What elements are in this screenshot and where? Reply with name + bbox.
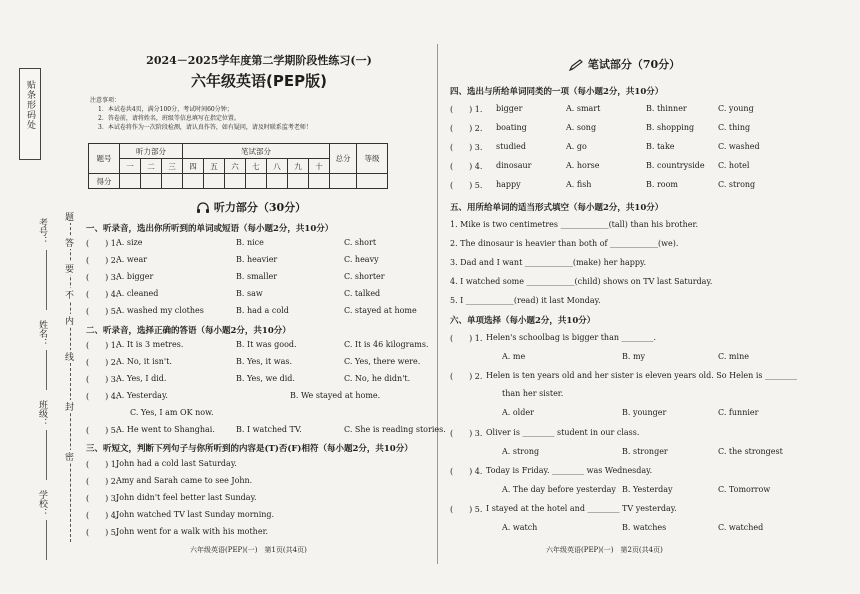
paper-title: 2024－2025学年度第二学期阶段性练习(一): [146, 54, 372, 67]
option-b: B. heavier: [236, 255, 278, 264]
option-a: A. horse: [566, 161, 600, 170]
exam-number-label: 考号：: [37, 218, 47, 245]
answer-blank[interactable]: ( ) 4.: [86, 392, 119, 401]
barcode-label: 贴条形码处: [25, 80, 35, 130]
option-b[interactable]: B. stronger: [622, 447, 668, 456]
option-c: C. hotel: [718, 161, 750, 170]
answer-blank[interactable]: ( ) 2.: [450, 124, 483, 133]
option-c: C. No, he didn't.: [344, 374, 411, 383]
option-c: C. washed: [718, 142, 760, 151]
given-word: boating: [496, 123, 527, 132]
option-c: C. shorter: [344, 272, 385, 281]
note-item: 3．本试卷将作为一次阶段检测，请认真作答，如有疑问，请及时联系监考老师！: [98, 124, 312, 131]
option-b: B. shopping: [646, 123, 695, 132]
option-b: B. countryside: [646, 161, 705, 170]
option-c[interactable]: C. mine: [718, 352, 749, 361]
option-a: A. smart: [566, 104, 601, 113]
option-c: C. thing: [718, 123, 751, 132]
fill-in-sentence[interactable]: 3. Dad and I want ____________(make) her happy.: [450, 258, 646, 267]
score-cell[interactable]: [267, 174, 288, 189]
seal-char: 线: [65, 350, 74, 363]
school-label: 学校：: [37, 490, 47, 517]
option-a: A. song: [566, 123, 597, 132]
school-line: [46, 520, 47, 560]
note-item: 2．答卷前，请将姓名，班级等信息填写在指定位置。: [98, 115, 240, 122]
option-c: C. young: [718, 104, 754, 113]
score-col: 九: [288, 159, 309, 174]
fill-in-sentence[interactable]: 1. Mike is two centimetres ____________(tall) than his brother.: [450, 220, 698, 229]
option-a: A. Yesterday.: [116, 391, 168, 400]
answer-blank[interactable]: ( ) 3.: [450, 143, 483, 152]
score-col: 六: [225, 159, 246, 174]
option-a: A. fish: [566, 180, 592, 189]
answer-blank[interactable]: ( ) 4.: [86, 290, 119, 299]
seal-char: 答: [65, 236, 74, 249]
option-b[interactable]: B. Yesterday: [622, 485, 673, 494]
statement-text: Amy and Sarah came to see John.: [116, 476, 253, 485]
page-2: [450, 0, 810, 594]
score-table: [88, 143, 388, 189]
option-c: C. It is 46 kilograms.: [344, 340, 429, 349]
score-cell[interactable]: [141, 174, 162, 189]
question-text-cont: than her sister.: [502, 389, 564, 398]
class-label: 班级：: [37, 400, 47, 427]
section-2-heading: 二、听录音，选择正确的答语（每小题2分，共10分）: [86, 326, 291, 336]
written-part-title: [568, 56, 680, 72]
score-row-label: 题号: [89, 144, 120, 174]
score-col: 五: [204, 159, 225, 174]
name-line: [46, 350, 47, 390]
option-a[interactable]: A. older: [502, 408, 534, 417]
score-group-write: 笔试部分: [183, 144, 330, 159]
note-item: 1．本试卷共4页，满分100分，考试时间60分钟；: [98, 106, 233, 113]
option-b: B. take: [646, 142, 675, 151]
section-4-heading: 四、选出与所给单词同类的一项（每小题2分，共10分）: [450, 87, 664, 97]
seal-char: 不: [65, 288, 74, 301]
option-b: B. smaller: [236, 272, 278, 281]
option-a: A. It is 3 metres.: [116, 340, 184, 349]
statement-text: John went for a walk with his mother.: [116, 527, 269, 536]
name-label: 姓名：: [37, 320, 47, 347]
listening-part-title: [196, 199, 306, 215]
answer-blank[interactable]: ( ) 1.: [450, 105, 483, 114]
seal-char: 密: [65, 450, 74, 463]
score-col: 八: [267, 159, 288, 174]
answer-blank[interactable]: ( ) 5.: [86, 307, 119, 316]
section-5-heading: 五、用所给单词的适当形式填空（每小题2分，共10分）: [450, 203, 664, 213]
score-col: 七: [246, 159, 267, 174]
option-a[interactable]: A. me: [502, 352, 526, 361]
score-cell[interactable]: [120, 174, 141, 189]
answer-blank[interactable]: ( ) 5.: [450, 505, 483, 514]
statement-text: John watched TV last Sunday morning.: [116, 510, 275, 519]
given-word: happy: [496, 180, 521, 189]
given-word: bigger: [496, 104, 523, 113]
section-1-heading: 一、听录音，选出你所听到的单词或短语（每小题2分，共10分）: [86, 224, 334, 234]
page-fold-line: [437, 44, 438, 564]
answer-blank[interactable]: ( ) 3.: [450, 429, 483, 438]
notes-title: 注意事项：: [90, 97, 121, 104]
option-b[interactable]: B. younger: [622, 408, 667, 417]
score-cell[interactable]: [225, 174, 246, 189]
question-text: Helen is ten years old and her sister is eleven years old. So Helen is ________: [486, 371, 798, 380]
score-grade-header: 等级: [357, 144, 388, 174]
written-part-label: 笔试部分（70分）: [587, 58, 681, 71]
option-c: C. talked: [344, 289, 381, 298]
score-cell[interactable]: [162, 174, 183, 189]
score-row-label: 得分: [89, 174, 120, 189]
option-b[interactable]: B. watches: [622, 523, 667, 532]
option-a[interactable]: A. The day before yesterday: [502, 485, 616, 494]
score-cell[interactable]: [330, 174, 357, 189]
paper-subtitle: 六年级英语(PEP版): [191, 72, 327, 90]
score-col: 三: [162, 159, 183, 174]
answer-blank[interactable]: ( ) 5.: [86, 528, 119, 537]
fill-in-sentence[interactable]: 2. The dinosaur is heavier than both of ____________(we).: [450, 239, 679, 248]
page-1-footer: 六年级英语(PEP)(一) 第1页(共4页): [190, 546, 307, 554]
answer-blank[interactable]: ( ) 1.: [86, 239, 119, 248]
score-group-listen: 听力部分: [120, 144, 183, 159]
exam-notes: [90, 96, 430, 132]
answer-blank[interactable]: ( ) 4.: [86, 511, 119, 520]
headphones-icon: [196, 202, 210, 214]
score-col: 四: [183, 159, 204, 174]
seal-char: 封: [65, 400, 74, 413]
fill-in-sentence[interactable]: 5. I ____________(read) it last Monday.: [450, 296, 601, 305]
option-a: A. size: [116, 238, 143, 247]
answer-blank[interactable]: ( ) 2.: [450, 372, 483, 381]
option-c: C. She is reading stories.: [344, 425, 446, 434]
score-cell[interactable]: [309, 174, 330, 189]
option-c[interactable]: C. Tomorrow: [718, 485, 771, 494]
statement-text: John had a cold last Saturday.: [116, 459, 237, 468]
fill-in-sentence[interactable]: 4. I watched some ____________(child) shows on TV last Saturday.: [450, 277, 713, 286]
option-a[interactable]: A. strong: [502, 447, 540, 456]
option-b: B. had a cold: [236, 306, 289, 315]
answer-blank[interactable]: ( ) 1.: [450, 334, 483, 343]
question-text: Today is Friday. ________ was Wednesday.: [486, 466, 653, 475]
binding-margin: [0, 0, 84, 594]
option-b: B. thinner: [646, 104, 687, 113]
exam-number-line: [46, 250, 47, 310]
seal-char: 内: [65, 314, 74, 327]
option-b: B. saw: [236, 289, 263, 298]
option-a: A. No, it isn't.: [116, 357, 172, 366]
score-cell[interactable]: [288, 174, 309, 189]
statement-text: John didn't feel better last Sunday.: [116, 493, 257, 502]
option-b: B. Yes, it was.: [236, 357, 293, 366]
score-col: 十: [309, 159, 330, 174]
option-c[interactable]: C. the strongest: [718, 447, 783, 456]
given-word: studied: [496, 142, 527, 151]
option-a[interactable]: A. watch: [502, 523, 538, 532]
page-2-footer: 六年级英语(PEP)(一) 第2页(共4页): [546, 546, 663, 554]
answer-blank[interactable]: ( ) 3.: [86, 375, 119, 384]
option-a: A. wear: [116, 255, 148, 264]
option-c: C. short: [344, 238, 377, 247]
option-b: B. nice: [236, 238, 264, 247]
option-c[interactable]: C. funnier: [718, 408, 759, 417]
answer-blank[interactable]: ( ) 2.: [86, 477, 119, 486]
option-c: C. Yes, there were.: [344, 357, 421, 366]
answer-blank[interactable]: ( ) 1.: [86, 341, 119, 350]
option-a: A. cleaned: [116, 289, 159, 298]
question-text: Helen's schoolbag is bigger than ________.: [486, 333, 657, 342]
answer-blank[interactable]: ( ) 2.: [86, 358, 119, 367]
option-c: C. stayed at home: [344, 306, 417, 315]
section-6-heading: 六、单项选择（每小题2分，共10分）: [450, 316, 596, 326]
section-3-heading: 三、听短文，判断下列句子与你所听到的内容是(T)否(F)相符（每小题2分，共10分）: [86, 444, 413, 454]
answer-blank[interactable]: ( ) 3.: [86, 494, 119, 503]
answer-blank[interactable]: ( ) 2.: [86, 256, 119, 265]
option-c[interactable]: C. watched: [718, 523, 764, 532]
score-cell[interactable]: [204, 174, 225, 189]
option-a: A. washed my clothes: [116, 306, 204, 315]
score-cell[interactable]: [357, 174, 388, 189]
option-b: B. It was good.: [236, 340, 297, 349]
answer-blank[interactable]: ( ) 5.: [450, 181, 483, 190]
page-1: [86, 0, 446, 594]
answer-blank[interactable]: ( ) 3.: [86, 273, 119, 282]
score-total-header: 总分: [330, 144, 357, 174]
option-b: B. I watched TV.: [236, 425, 302, 434]
option-c: C. heavy: [344, 255, 379, 264]
score-cell[interactable]: [183, 174, 204, 189]
seal-char: 题: [65, 210, 74, 223]
option-b: B. We stayed at home.: [290, 391, 381, 400]
answer-blank[interactable]: ( ) 5.: [86, 426, 119, 435]
score-col: 二: [141, 159, 162, 174]
given-word: dinosaur: [496, 161, 532, 170]
question-text: Oliver is ________ student in our class.: [486, 428, 640, 437]
answer-blank[interactable]: ( ) 1.: [86, 460, 119, 469]
option-c: C. strong: [718, 180, 756, 189]
answer-blank[interactable]: ( ) 4.: [450, 162, 483, 171]
option-b: B. room: [646, 180, 679, 189]
score-cell[interactable]: [246, 174, 267, 189]
answer-blank[interactable]: ( ) 4.: [450, 467, 483, 476]
option-c: C. Yes, I am OK now.: [130, 408, 214, 417]
option-a: A. go: [566, 142, 587, 151]
option-a: A. Yes, I did.: [116, 374, 167, 383]
question-text: I stayed at the hotel and ________ TV yesterday.: [486, 504, 677, 513]
score-col: 一: [120, 159, 141, 174]
option-a: A. He went to Shanghai.: [116, 425, 215, 434]
seal-char: 要: [65, 262, 74, 275]
class-line: [46, 430, 47, 480]
option-b[interactable]: B. my: [622, 352, 646, 361]
option-b: B. Yes, we did.: [236, 374, 295, 383]
pen-icon: [568, 59, 584, 71]
listening-part-label: 听力部分（30分）: [213, 201, 307, 214]
option-a: A. bigger: [116, 272, 154, 281]
